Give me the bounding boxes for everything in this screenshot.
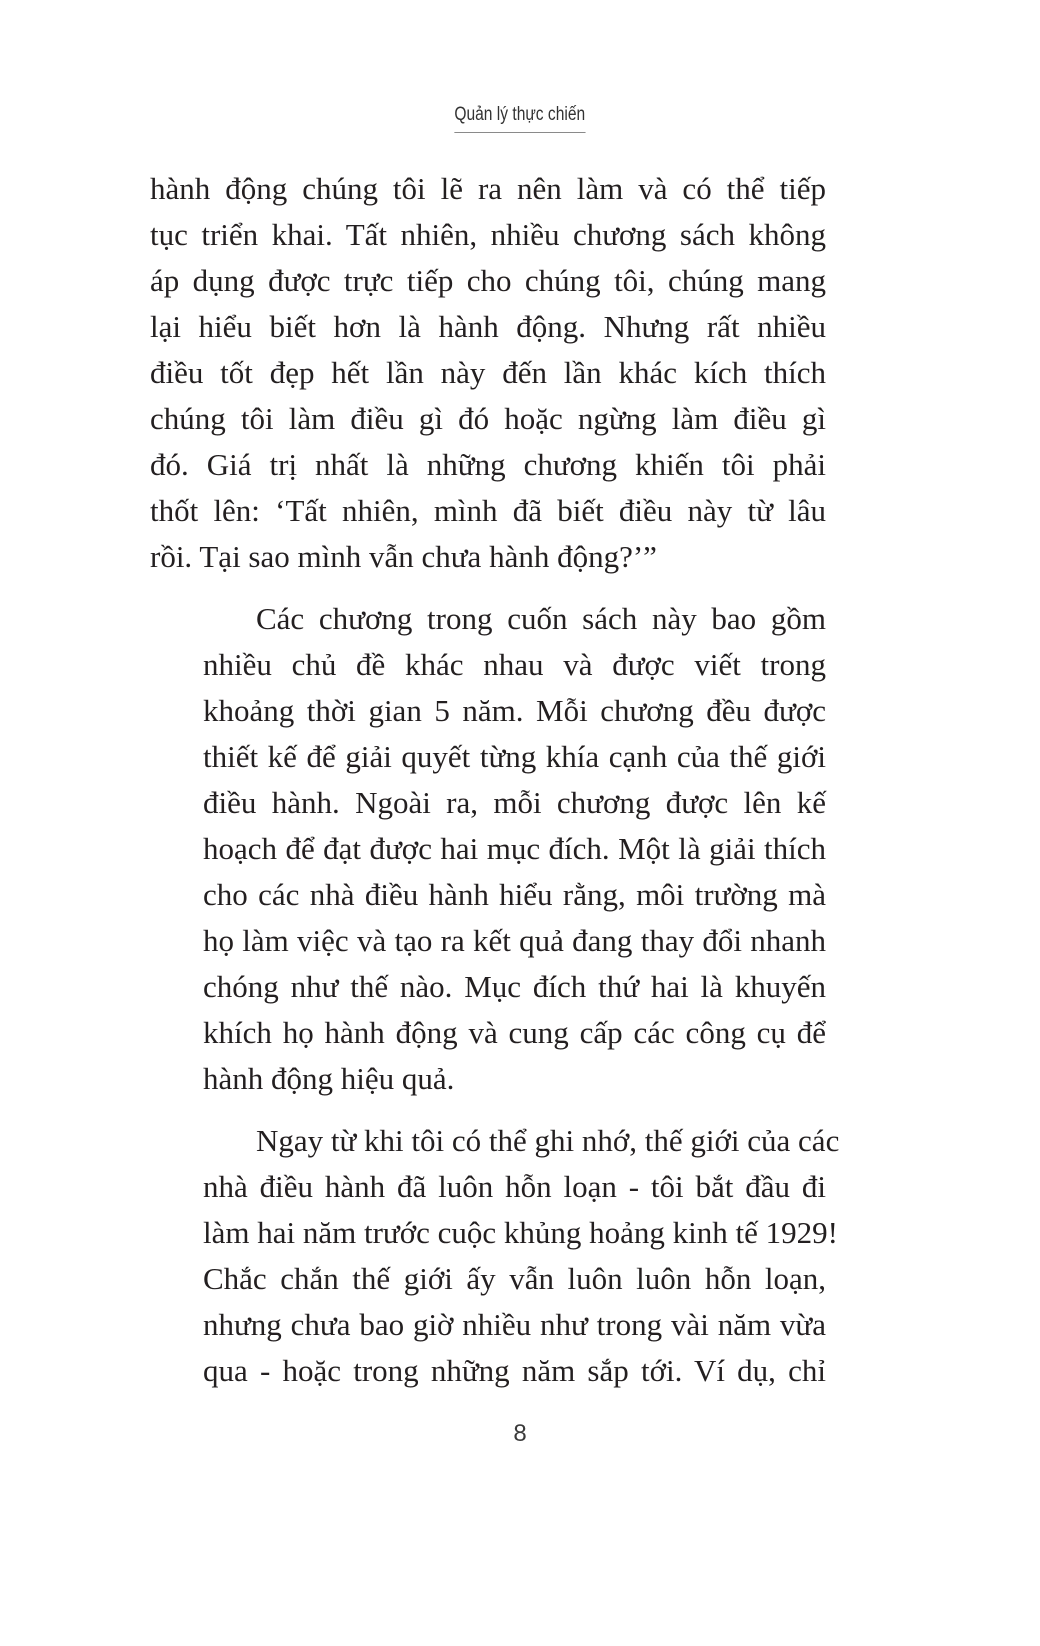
text-line: Các chương trong cuốn sách này bao gồm — [256, 601, 826, 636]
paragraph-3 — [150, 1118, 840, 1394]
paragraph-2 — [150, 596, 826, 1102]
text-line: Ngay từ khi tôi có thể ghi nhớ, thế giới của các — [256, 1123, 840, 1158]
text-line: tục triển khai. Tất nhiên, nhiều chương sách không — [150, 217, 826, 252]
text-line: nhà điều hành đã luôn hỗn loạn - tôi bắt đầu đi — [203, 1169, 826, 1204]
paragraph-1 — [150, 166, 826, 580]
text-line: hành động chúng tôi lẽ ra nên làm và có thể tiếp — [150, 171, 826, 206]
text-line: điều tốt đẹp hết lần này đến lần khác kích thích — [150, 355, 826, 390]
text-line: cho các nhà điều hành hiểu rằng, môi trường mà — [203, 877, 826, 912]
running-header-title: Quản lý thực chiến — [455, 104, 586, 133]
text-line: khích họ hành động và cung cấp các công cụ để — [203, 1015, 826, 1050]
text-line: hoạch để đạt được hai mục đích. Một là giải thích — [203, 831, 826, 866]
text-line: họ làm việc và tạo ra kết quả đang thay đổi nhanh — [203, 923, 826, 958]
text-line: Chắc chắn thế giới ấy vẫn luôn luôn hỗn loạn, — [203, 1261, 826, 1296]
text-line: nhưng chưa bao giờ nhiều như trong vài năm vừa — [203, 1307, 826, 1342]
text-line: chúng tôi làm điều gì đó hoặc ngừng làm điều gì — [150, 401, 826, 436]
text-line: chóng như thế nào. Mục đích thứ hai là khuyến — [203, 969, 826, 1004]
running-header — [0, 104, 1040, 133]
body-text — [150, 166, 840, 1394]
text-line: qua - hoặc trong những năm sắp tới. Ví dụ, chỉ — [203, 1353, 826, 1388]
text-line: thốt lên: ‘Tất nhiên, mình đã biết điều này từ lâu — [150, 493, 826, 528]
text-line: lại hiểu biết hơn là hành động. Nhưng rất nhiều — [150, 309, 826, 344]
text-line: làm hai năm trước cuộc khủng hoảng kinh tế 1929! — [203, 1215, 838, 1250]
text-line: nhiều chủ đề khác nhau và được viết trong — [203, 647, 826, 682]
text-line: thiết kế để giải quyết từng khía cạnh của thế giới — [203, 739, 826, 774]
page-number: 8 — [513, 1420, 527, 1447]
text-line: rồi. Tại sao mình vẫn chưa hành động?’” — [150, 539, 657, 574]
text-line: hành động hiệu quả. — [203, 1061, 455, 1096]
text-line: khoảng thời gian 5 năm. Mỗi chương đều được — [203, 693, 826, 728]
text-line: áp dụng được trực tiếp cho chúng tôi, chúng mang — [150, 263, 826, 298]
text-line: đó. Giá trị nhất là những chương khiến tôi phải — [150, 447, 826, 482]
text-line: điều hành. Ngoài ra, mỗi chương được lên kế — [203, 785, 826, 820]
